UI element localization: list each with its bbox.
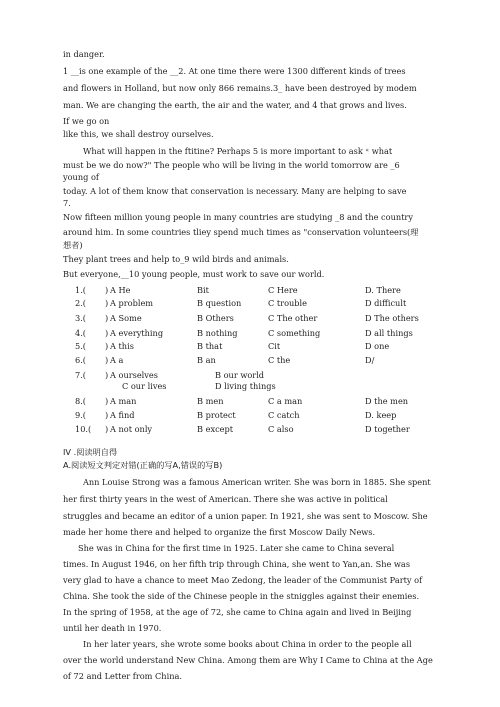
- option-a: A a: [110, 355, 124, 365]
- text-line: 1 __is one example of the __2. At one time there were 1300 different kinds of trees: [63, 66, 406, 76]
- option-c: Cit: [268, 341, 281, 351]
- option-d: D The others: [365, 313, 419, 323]
- option-a: A everything: [110, 328, 164, 338]
- text-line: In the spring of 1958, at the age of 72, she came to China again and lived in Beijing: [63, 607, 412, 617]
- option-b: B nothing: [197, 328, 238, 338]
- option-a: A find: [110, 410, 135, 420]
- text-line: 7.: [63, 198, 71, 208]
- option-b: Bit: [197, 285, 209, 295]
- text-line: must be we do now?" The people who will be living in the world tomorrow are _6: [63, 160, 400, 170]
- text-line: man. We are changing the earth, the air and the water, and 4 that grows and lives.: [63, 100, 407, 110]
- answer-blank: ): [105, 313, 109, 323]
- option-c: C trouble: [268, 298, 307, 308]
- text-line: and flowers in Holland, but now only 866 remains.3_ have been destroyed by modem: [63, 83, 417, 93]
- option-a: A this: [110, 341, 134, 351]
- option-a: A ourselves: [110, 370, 158, 380]
- option-d: D. There: [365, 285, 401, 295]
- answer-blank: ): [105, 285, 109, 295]
- question-number: 1.(: [75, 285, 87, 295]
- option-c: C something: [268, 328, 321, 338]
- answer-blank: ): [105, 341, 109, 351]
- text-line: today. A lot of them know that conservation is necessary. Many are helping to save: [63, 186, 407, 196]
- option-d: D all things: [365, 328, 413, 338]
- answer-blank: ): [105, 424, 109, 434]
- text-line: If we go on: [63, 116, 110, 126]
- option-c: C a man: [268, 396, 303, 406]
- question-number: 4.(: [75, 328, 87, 338]
- text-line: times. In August 1946, on her fifth trip through China, she went to Yan,an. She was: [63, 559, 411, 569]
- question-number: 8.(: [75, 396, 87, 406]
- text-line: made her home there and helped to organize the first Moscow Daily News.: [63, 527, 376, 537]
- option-c: C also: [268, 424, 294, 434]
- option-d: D the men: [365, 396, 409, 406]
- text-line: What will happen in the ftitine? Perhaps 5 is more important to ask « what: [83, 146, 393, 156]
- answer-blank: ): [105, 410, 109, 420]
- text-line: China. She took the side of the Chinese people in the stniggles against their enemies.: [63, 591, 420, 601]
- text-line: until her death in 1970.: [63, 623, 162, 633]
- text-line: of 72 and Letter from China.: [63, 671, 182, 681]
- text-line: Now fifteen million young people in many countries are studying _8 and the country: [63, 212, 413, 222]
- option-b: B our world: [215, 370, 265, 380]
- text-line: in danger.: [63, 49, 105, 59]
- option-d: D/: [365, 355, 375, 365]
- answer-blank: ): [105, 370, 109, 380]
- text-line: like this, we shall destroy ourselves.: [63, 129, 214, 139]
- text-line: 想者): [63, 240, 83, 250]
- option-a: A problem: [110, 298, 154, 308]
- option-c: C The other: [268, 313, 318, 323]
- text-line: around him. In some countries tliey spend much times as "conservation volunteers(理: [63, 227, 419, 237]
- option-c: C our lives: [122, 381, 167, 391]
- option-d: D living things: [215, 381, 276, 391]
- text-line: her first thirty years in the west of American. There she was active in political: [63, 494, 388, 504]
- option-c: C the: [268, 355, 291, 365]
- question-number: 5.(: [75, 341, 87, 351]
- option-a: A Some: [110, 313, 142, 323]
- option-b: B Others: [197, 313, 234, 323]
- option-a: A not only: [110, 424, 153, 434]
- text-line: They plant trees and help to_9 wild birds and animals.: [63, 254, 289, 264]
- option-b: B question: [197, 298, 242, 308]
- question-number: 6.(: [75, 355, 87, 365]
- text-line: over the world understand New China. Among them are Why I Came to China at the Age: [63, 655, 433, 665]
- option-d: D one: [365, 341, 390, 351]
- text-line: But everyone,__10 young people, must work to save our world.: [63, 269, 325, 279]
- answer-blank: ): [105, 298, 109, 308]
- section-heading: IV .阅读明自得: [63, 447, 118, 457]
- option-b: B men: [197, 396, 224, 406]
- option-c: C Here: [268, 285, 298, 295]
- option-a: A man: [110, 396, 137, 406]
- option-b: B except: [197, 424, 234, 434]
- answer-blank: ): [105, 328, 109, 338]
- text-line: She was in China for the first time in 1925. Later she came to China several: [78, 543, 395, 553]
- option-d: D together: [365, 424, 410, 434]
- text-line: Ann Louise Strong was a famous American writer. She was born in 1885. She spent: [83, 477, 431, 487]
- option-a: A He: [110, 285, 131, 295]
- question-number: 7.(: [75, 370, 87, 380]
- option-c: C catch: [268, 410, 300, 420]
- answer-blank: ): [105, 355, 109, 365]
- option-b: B an: [197, 355, 216, 365]
- question-number: 10.(: [75, 424, 92, 434]
- text-line: struggles and became an editor of a union paper. In 1921, she was sent to Moscow. She: [63, 511, 428, 521]
- option-b: B that: [197, 341, 223, 351]
- option-b: B protect: [197, 410, 236, 420]
- text-line: In her later years, she wrote some books about China in order to the people all: [83, 639, 412, 649]
- option-d: D difficult: [365, 298, 407, 308]
- answer-blank: ): [105, 396, 109, 406]
- text-line: very glad to have a chance to meet Mao Zedong, the leader of the Communist Party of: [63, 575, 423, 585]
- text-line: young of: [63, 172, 99, 182]
- option-d: D. keep: [365, 410, 397, 420]
- question-number: 2.(: [75, 298, 87, 308]
- question-number: 9.(: [75, 410, 87, 420]
- question-number: 3.(: [75, 313, 87, 323]
- section-subheading: A.阅读短文判定对错(正确的写A,错误的写B): [63, 460, 223, 470]
